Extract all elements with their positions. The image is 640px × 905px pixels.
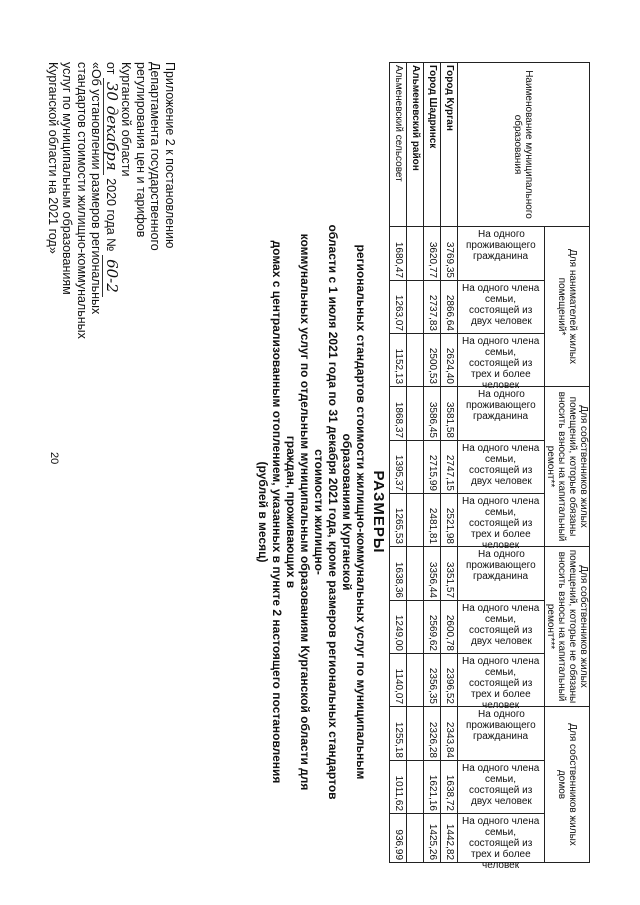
table-cell: 3351,57 xyxy=(441,547,458,601)
table-cell xyxy=(407,334,424,387)
subcolumn-header: На одного члена семьи, состоящей из трех и более человек xyxy=(458,814,545,863)
table-cell: 3620,77 xyxy=(424,227,441,281)
table-cell: 2343,84 xyxy=(441,707,458,761)
table-cell: 1442,82 xyxy=(441,814,458,863)
appendix-subject-line: стандартов стоимости жилищно-коммунальных xyxy=(75,62,89,339)
table-cell: 1680,47 xyxy=(390,227,407,281)
table-cell: 2569,62 xyxy=(424,601,441,654)
table-cell: 1638,36 xyxy=(390,547,407,601)
name-column-header: Наименование муниципального образования xyxy=(458,63,590,227)
table-cell xyxy=(407,227,424,281)
municipality-name: Город Курган xyxy=(441,63,458,227)
table-cell: 2747,15 xyxy=(441,441,458,494)
table-cell: 2326,28 xyxy=(424,707,441,761)
table-cell xyxy=(407,547,424,601)
subcolumn-header: На одного проживающего гражданина xyxy=(458,227,545,281)
table-cell: 1255,18 xyxy=(390,707,407,761)
table-cell: 3356,44 xyxy=(424,547,441,601)
table-cell: 3581,58 xyxy=(441,387,458,441)
subcolumn-header: На одного проживающего гражданина xyxy=(458,387,545,441)
subcolumn-header: На одного члена семьи, состоящей из двух человек xyxy=(458,761,545,814)
handwritten-number: 60-2 xyxy=(102,255,121,297)
appendix-subject-line: «Об установлении размеров региональных xyxy=(89,62,104,315)
table-cell xyxy=(407,654,424,707)
table-cell: 2481,81 xyxy=(424,494,441,547)
table-cell: 1152,13 xyxy=(390,334,407,387)
subcolumn-header: На одного проживающего гражданина xyxy=(458,707,545,761)
page-number: 20 xyxy=(48,452,60,465)
appendix-subject-line: услуг по муниципальным образованиям xyxy=(60,62,75,295)
table-cell: 2500,53 xyxy=(424,334,441,387)
table-cell: 2600,78 xyxy=(441,601,458,654)
table-row xyxy=(441,63,458,863)
subcolumn-header: На одного члена семьи, состоящей из трех и более человек xyxy=(458,334,545,387)
table-cell: 1868,37 xyxy=(390,387,407,441)
table-cell xyxy=(407,761,424,814)
document-title: РАЗМЕРЫ xyxy=(370,470,387,554)
table-cell: 2356,35 xyxy=(424,654,441,707)
table-row xyxy=(390,63,407,863)
category-header-tenants: Для нанимателей жилых помещений* xyxy=(545,227,590,387)
table-cell xyxy=(407,707,424,761)
table-cell: 1263,07 xyxy=(390,281,407,334)
table-row xyxy=(424,63,441,863)
table-cell xyxy=(407,441,424,494)
handwritten-date: 30 декабря xyxy=(104,78,120,175)
table-row xyxy=(407,63,424,863)
date-prefix: от xyxy=(104,62,118,75)
table-cell: 2396,52 xyxy=(441,654,458,707)
table-cell: 2715,99 xyxy=(424,441,441,494)
municipality-name: Альменевский район xyxy=(407,63,424,227)
subtitle-line: региональных стандартов стоимости жилищно-коммунальных услуг по муниципальным образованиям Курганской xyxy=(340,244,368,780)
standards-table-wrap xyxy=(393,62,590,871)
table-cell: 1011,62 xyxy=(390,761,407,814)
appendix-line: регулирования цен и тарифов xyxy=(134,62,148,238)
table-cell: 936,99 xyxy=(390,814,407,863)
appendix-date-line xyxy=(104,62,120,322)
category-header-owners-with-repair-fee: Для собственников жилых помещений, которые обязаны вносить взносы на капитальный ремонт** xyxy=(545,387,590,547)
table-cell: 2737,83 xyxy=(424,281,441,334)
table-cell: 1265,53 xyxy=(390,494,407,547)
units-line: (рублей в месяц) xyxy=(256,461,270,563)
municipality-name: Город Шадринск xyxy=(424,63,441,227)
date-year: 2020 года № xyxy=(104,178,118,252)
appendix-line: Департамента государственного xyxy=(148,62,163,251)
subcolumn-header: На одного члена семьи, состоящей из двух человек xyxy=(458,441,545,494)
subcolumn-header: На одного члена семьи, состоящей из двух человек xyxy=(458,601,545,654)
subcolumn-header: На одного проживающего гражданина xyxy=(458,547,545,601)
table-cell: 1140,07 xyxy=(390,654,407,707)
appendix-block xyxy=(46,62,178,339)
subtitle-line: домах с централизованным отоплением, указанных в пункте 2 настоящего постановления xyxy=(270,240,284,784)
subtitle-line: коммунальных услуг по отдельным муниципальным образованиям Курганской области для граждан, проживающих в xyxy=(284,233,312,791)
table-cell: 1249,00 xyxy=(390,601,407,654)
subtitle-line: области с 1 июля 2021 года по 31 декабря 2021 года, кроме размеров региональных стандартов стоимости жилищно- xyxy=(312,224,340,800)
rotated-content xyxy=(46,62,590,871)
category-header-house-owners: Для собственников жилых домов xyxy=(545,707,590,863)
appendix-subject-line: Курганской области на 2021 год» xyxy=(46,62,60,254)
table-cell xyxy=(407,814,424,863)
table-cell xyxy=(407,494,424,547)
table-cell xyxy=(407,387,424,441)
table-cell: 2521,98 xyxy=(441,494,458,547)
table-cell: 1395,37 xyxy=(390,441,407,494)
table-cell: 2866,64 xyxy=(441,281,458,334)
appendix-line: Курганской области xyxy=(119,62,134,177)
table-cell xyxy=(407,601,424,654)
table-cell: 1638,72 xyxy=(441,761,458,814)
table-cell: 1425,26 xyxy=(424,814,441,863)
municipality-name: Альменевский сельсовет xyxy=(390,63,407,227)
subcolumn-header: На одного члена семьи, состоящей из трех и более человек xyxy=(458,494,545,547)
table-cell: 1621,16 xyxy=(424,761,441,814)
table-cell: 3769,35 xyxy=(441,227,458,281)
title-block xyxy=(256,212,387,812)
table-cell: 2624,40 xyxy=(441,334,458,387)
standards-table xyxy=(389,62,590,871)
table-cell xyxy=(407,281,424,334)
table-cell: 3586,45 xyxy=(424,387,441,441)
category-header-row xyxy=(545,63,590,863)
category-header-owners-without-repair-fee: Для собственников жилых помещений, которые не обязаны вносить взносы на капитальный ремонт*** xyxy=(545,547,590,707)
subcolumn-header: На одного члена семьи, состоящей из трех и более человек xyxy=(458,654,545,707)
appendix-line: Приложение 2 к постановлению xyxy=(163,62,177,249)
subcolumn-header: На одного члена семьи, состоящей из двух человек xyxy=(458,281,545,334)
